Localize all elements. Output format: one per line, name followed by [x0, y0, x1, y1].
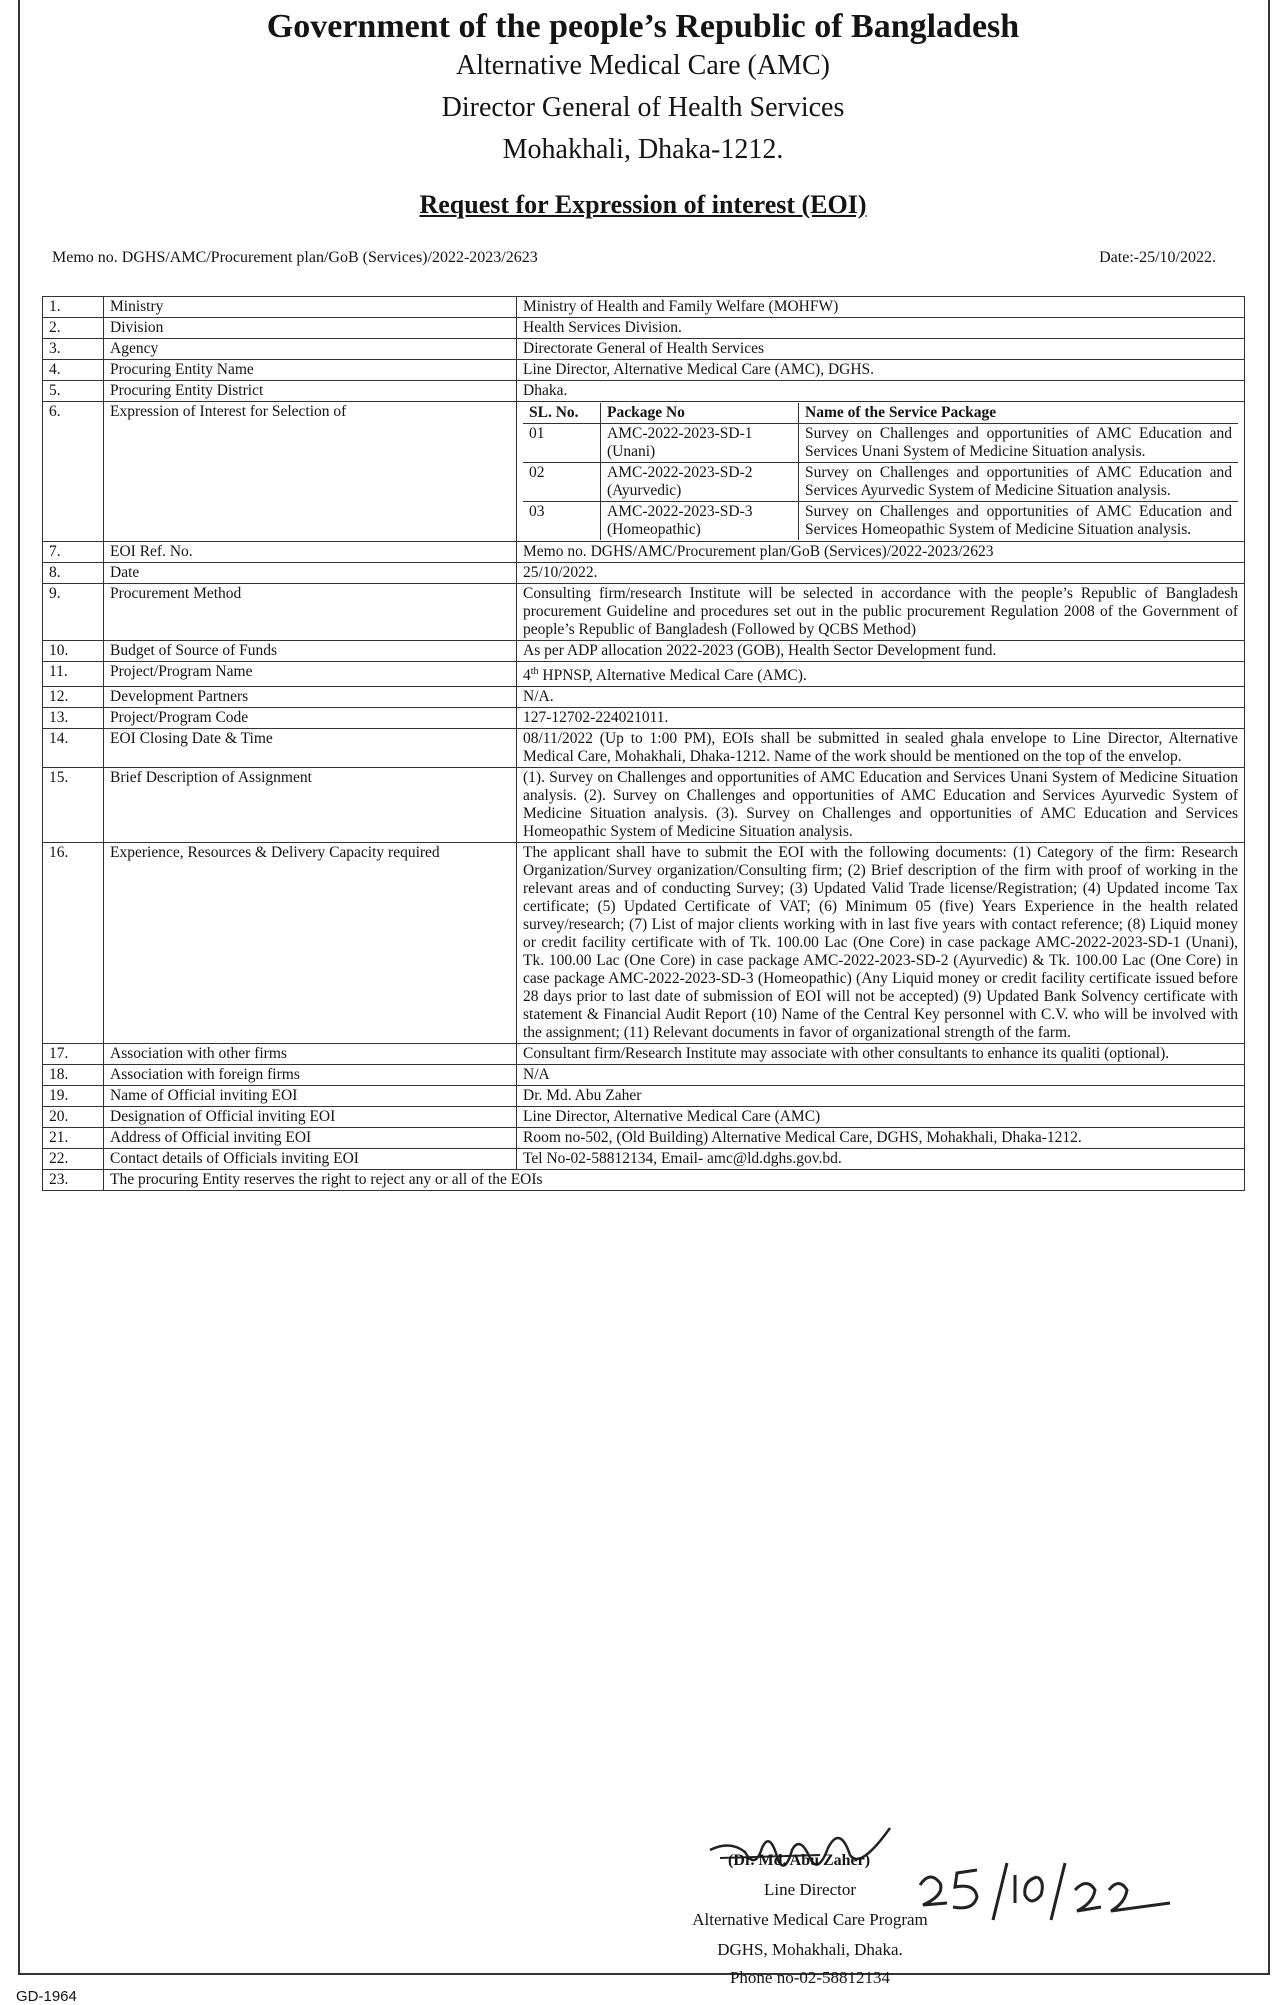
header-address: Mohakhali, Dhaka-1212.	[502, 134, 784, 165]
row-label: Brief Description of Assignment	[104, 768, 517, 843]
table-row	[43, 768, 1245, 843]
signatory-phone: Phone no-02-58812134	[729, 1968, 891, 1987]
table-row	[43, 1044, 1245, 1065]
table-row	[43, 360, 1245, 381]
row-label: Designation of Official inviting EOI	[104, 1107, 517, 1128]
row-number: 14.	[43, 729, 104, 768]
table-row	[43, 687, 1245, 708]
table-row	[43, 662, 1245, 687]
program-name: HPNSP, Alternative Medical Care (AMC).	[538, 667, 807, 685]
row-value: Dhaka.	[517, 381, 1245, 402]
row-number: 20.	[43, 1107, 104, 1128]
package-sl: 02	[523, 463, 601, 502]
package-row	[523, 424, 1238, 463]
row-label: Division	[104, 318, 517, 339]
package-no: AMC-2022-2023-SD-2 (Ayurvedic)	[601, 463, 799, 502]
row-label: Name of Official inviting EOI	[104, 1086, 517, 1107]
row-label: Address of Official inviting EOI	[104, 1128, 517, 1149]
row-label: Association with other firms	[104, 1044, 517, 1065]
row-number: 12.	[43, 687, 104, 708]
package-row	[523, 463, 1238, 502]
signatory-program: Alternative Medical Care Program	[692, 1910, 928, 1929]
row-number: 6.	[43, 402, 104, 542]
table-row	[43, 1065, 1245, 1086]
package-cell	[517, 402, 1245, 542]
row-label: Project/Program Code	[104, 708, 517, 729]
package-table	[523, 403, 1238, 540]
table-row	[43, 563, 1245, 584]
row-number: 15.	[43, 768, 104, 843]
row-value: Consultant firm/Research Institute may associate with other consultants to enhance its qualiti (optional).	[517, 1044, 1245, 1065]
row-label: Budget of Source of Funds	[104, 641, 517, 662]
row-number: 2.	[43, 318, 104, 339]
row-label: The procuring Entity reserves the right to reject any or all of the EOIs	[104, 1170, 1245, 1191]
row-value: Line Director, Alternative Medical Care (AMC)	[517, 1107, 1245, 1128]
row-label: EOI Closing Date & Time	[104, 729, 517, 768]
table-row	[43, 641, 1245, 662]
row-number: 1.	[43, 297, 104, 318]
row-label: Expression of Interest for Selection of	[104, 402, 517, 542]
row-value	[517, 662, 1245, 687]
package-header-no: Package No	[601, 403, 799, 424]
row-number: 3.	[43, 339, 104, 360]
eoi-table	[42, 296, 1245, 1191]
row-number: 18.	[43, 1065, 104, 1086]
row-number: 17.	[43, 1044, 104, 1065]
row-number: 7.	[43, 542, 104, 563]
package-name: Survey on Challenges and opportunities of AMC Education and Services Ayurvedic System of Medicine Situation analysis.	[799, 463, 1239, 502]
row-value: Memo no. DGHS/AMC/Procurement plan/GoB (Services)/2022-2023/2623	[517, 542, 1245, 563]
row-number: 11.	[43, 662, 104, 687]
table-row	[43, 542, 1245, 563]
package-header-name: Name of the Service Package	[799, 403, 1239, 424]
document-title-text: Request for Expression of interest (EOI)	[419, 190, 867, 219]
table-row	[43, 1086, 1245, 1107]
row-label: Association with foreign firms	[104, 1065, 517, 1086]
row-number: 16.	[43, 843, 104, 1044]
package-name: Survey on Challenges and opportunities of AMC Education and Services Homeopathic System of Medicine Situation analysis.	[799, 502, 1239, 541]
memo-date: Date:-25/10/2022.	[1099, 249, 1216, 266]
row-number: 23.	[43, 1170, 104, 1191]
document-title	[0, 190, 1286, 220]
row-value: Dr. Md. Abu Zaher	[517, 1086, 1245, 1107]
table-row	[43, 843, 1245, 1044]
table-row	[43, 729, 1245, 768]
row-number: 8.	[43, 563, 104, 584]
row-value: 25/10/2022.	[517, 563, 1245, 584]
row-value: As per ADP allocation 2022-2023 (GOB), Health Sector Development fund.	[517, 641, 1245, 662]
package-no: AMC-2022-2023-SD-3 (Homeopathic)	[601, 502, 799, 541]
package-header-row	[523, 403, 1238, 424]
row-value: (1). Survey on Challenges and opportunities of AMC Education and Services Unani System of Medicine Situation analysis. (2). Survey on Challenges and opportunities of AMC Education and Services Ayurvedic System of Medicine Situation analysis. (3). Survey on Challenges and opportunities of AMC Education and Services Homeopathic System of Medicine Situation analysis.	[517, 768, 1245, 843]
row-label: Contact details of Officials inviting EOI	[104, 1149, 517, 1170]
row-label: Ministry	[104, 297, 517, 318]
table-row	[43, 1128, 1245, 1149]
row-number: 9.	[43, 584, 104, 641]
header-dghs: Director General of Health Services	[441, 92, 845, 123]
package-no: AMC-2022-2023-SD-1 (Unani)	[601, 424, 799, 463]
row-number: 5.	[43, 381, 104, 402]
row-value: Ministry of Health and Family Welfare (MOHFW)	[517, 297, 1245, 318]
row-label: Agency	[104, 339, 517, 360]
row-value: N/A	[517, 1065, 1245, 1086]
row-value: Room no-502, (Old Building) Alternative Medical Care, DGHS, Mohakhali, Dhaka-1212.	[517, 1128, 1245, 1149]
table-row	[43, 381, 1245, 402]
package-name: Survey on Challenges and opportunities of AMC Education and Services Unani System of Medicine Situation analysis.	[799, 424, 1239, 463]
row-label: EOI Ref. No.	[104, 542, 517, 563]
signatory-designation: Line Director	[763, 1880, 857, 1899]
table-row	[43, 1170, 1245, 1191]
row-number: 10.	[43, 641, 104, 662]
memo-number: Memo no. DGHS/AMC/Procurement plan/GoB (Services)/2022-2023/2623	[52, 249, 538, 266]
footer-code: GD-1964	[16, 1988, 77, 2005]
row-value: Directorate General of Health Services	[517, 339, 1245, 360]
table-row	[43, 402, 1245, 542]
program-ordinal: th	[530, 666, 539, 677]
package-sl: 03	[523, 502, 601, 541]
package-header-sl: SL. No.	[523, 403, 601, 424]
table-row	[43, 297, 1245, 318]
row-number: 22.	[43, 1149, 104, 1170]
row-label: Procurement Method	[104, 584, 517, 641]
table-row	[43, 584, 1245, 641]
table-row	[43, 339, 1245, 360]
table-row	[43, 318, 1245, 339]
row-label: Development Partners	[104, 687, 517, 708]
package-row	[523, 502, 1238, 541]
row-value: Line Director, Alternative Medical Care (AMC), DGHS.	[517, 360, 1245, 381]
signatory-name: (Dr. Md. Abu Zaher)	[728, 1852, 871, 1869]
row-value: Health Services Division.	[517, 318, 1245, 339]
header-government: Government of the people’s Republic of Bangladesh	[266, 8, 1020, 45]
row-number: 13.	[43, 708, 104, 729]
row-label: Date	[104, 563, 517, 584]
row-value: N/A.	[517, 687, 1245, 708]
row-number: 4.	[43, 360, 104, 381]
signatory-office: DGHS, Mohakhali, Dhaka.	[717, 1940, 903, 1959]
row-label: Procuring Entity District	[104, 381, 517, 402]
program-number: 4	[523, 667, 531, 685]
table-row	[43, 1107, 1245, 1128]
row-label: Procuring Entity Name	[104, 360, 517, 381]
header-amc: Alternative Medical Care (AMC)	[456, 50, 830, 81]
table-row	[43, 1149, 1245, 1170]
package-sl: 01	[523, 424, 601, 463]
table-row	[43, 708, 1245, 729]
row-value: Tel No-02-58812134, Email- amc@ld.dghs.gov.bd.	[517, 1149, 1245, 1170]
row-number: 21.	[43, 1128, 104, 1149]
row-value: The applicant shall have to submit the EOI with the following documents: (1) Category of the firm: Research Organization/Survey organization/Consulting firm; (2) Brief description of the firm with proof of working in the relevant areas and of conducting Survey; (3) Updated Valid Trade license/Registration; (4) Updated income Tax certificate; (5) Updated Certificate of VAT; (6) Minimum 05 (five) Years Experience in the health related survey/research; (7) List of major clients working with in last five years with contact reference; (8) Liquid money or credit facility certificate with of Tk. 100.00 Lac (One Core) in case package AMC-2022-2023-SD-1 (Unani), Tk. 100.00 Lac (One Core) in case package AMC-2022-2023-SD-2 (Ayurvedic) & Tk. 100.00 Lac (One Core) in case package AMC-2022-2023-SD-3 (Homeopathic) (Any Liquid money or credit facility certificate issued before 28 days prior to last date of submission of EOI will not be accepted) (9) Updated Bank Solvency certificate with statement & Financial Audit Report (10) Name of the Central Key personnel with C.V. who will be involved with the assignment; (11) Relevant documents in favor of organizational strength of the farm.	[517, 843, 1245, 1044]
row-value: 08/11/2022 (Up to 1:00 PM), EOIs shall be submitted in sealed ghala envelope to Line Director, Alternative Medical Care, Mohakhali, Dhaka-1212. Name of the work should be mentioned on the top of the envelop.	[517, 729, 1245, 768]
row-value: 127-12702-224021011.	[517, 708, 1245, 729]
row-label: Experience, Resources & Delivery Capacity required	[104, 843, 517, 1044]
row-label: Project/Program Name	[104, 662, 517, 687]
row-value: Consulting firm/research Institute will be selected in accordance with the people’s Republic of Bangladesh procurement Guideline and procedures set out in the public procurement Regulation 2008 of the Government of people’s Republic of Bangladesh (Followed by QCBS Method)	[517, 584, 1245, 641]
row-number: 19.	[43, 1086, 104, 1107]
